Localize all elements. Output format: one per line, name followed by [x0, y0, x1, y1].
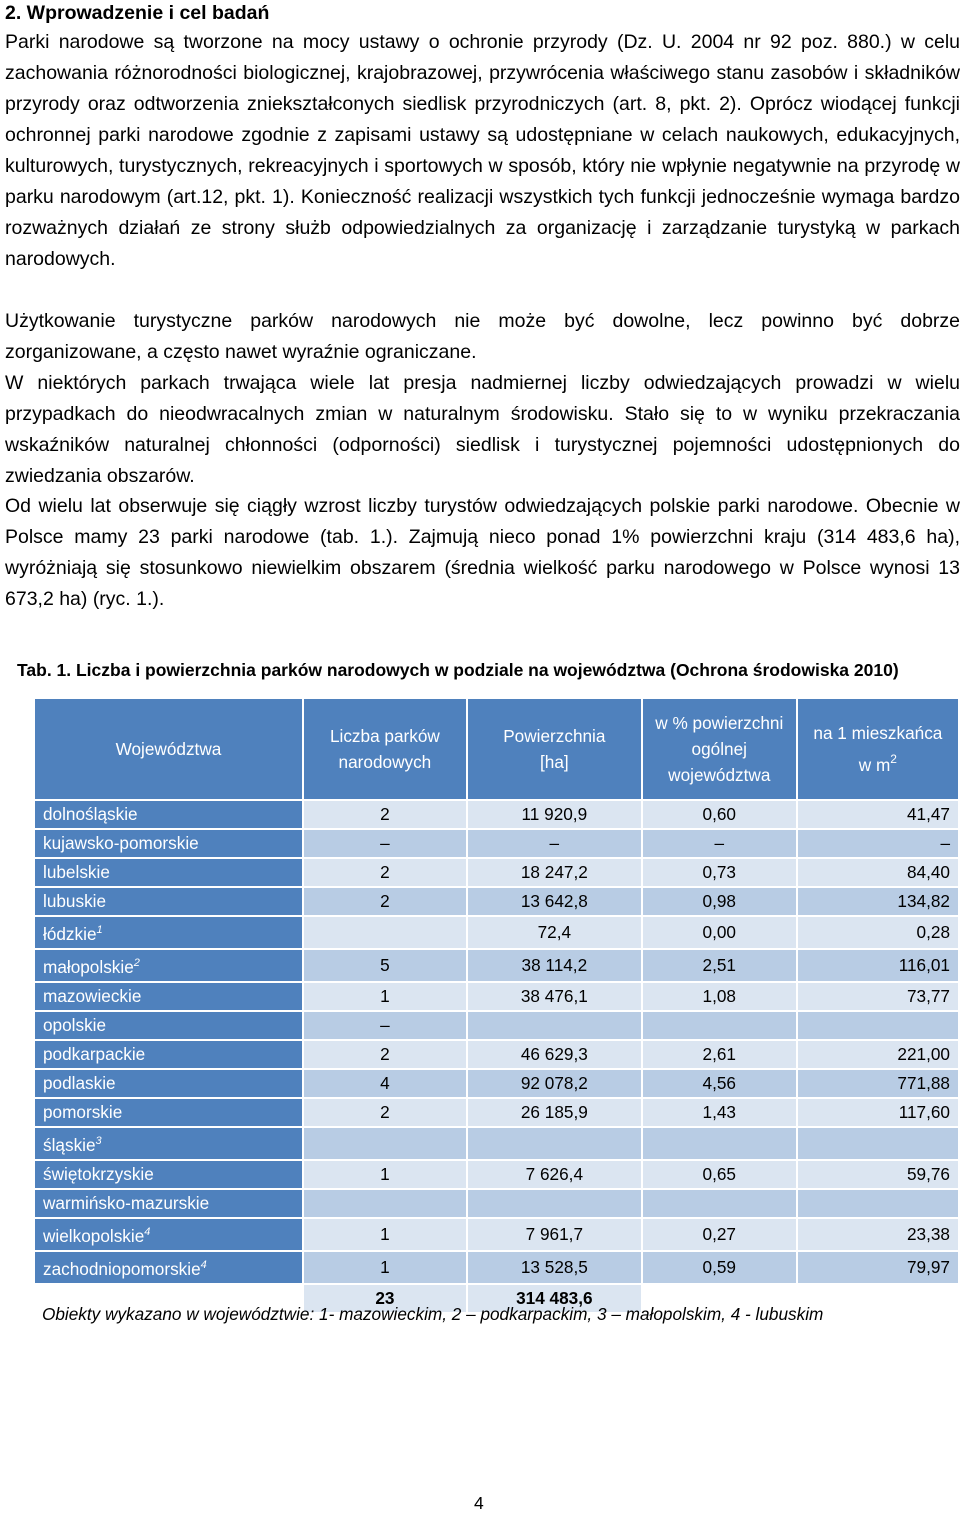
voivodeship-name	[35, 888, 302, 915]
footnote-marker: 3	[95, 1135, 102, 1147]
park-count-cell: –	[304, 1012, 466, 1039]
voivodeship-label: łódzkie	[43, 924, 97, 944]
percent-cell: 0,00	[643, 917, 796, 948]
voivodeship-label: opolskie	[43, 1015, 107, 1035]
voivodeship-label: lubelskie	[43, 862, 110, 882]
percent-cell: 0,27	[643, 1219, 796, 1250]
header-per-capita	[798, 699, 958, 799]
per-capita-cell: 73,77	[798, 983, 958, 1010]
voivodeship-name	[35, 801, 302, 828]
table-row	[35, 1219, 958, 1250]
percent-cell	[643, 1128, 796, 1159]
area-cell: 13 642,8	[468, 888, 641, 915]
area-cell: 7 626,4	[468, 1161, 641, 1188]
percent-cell	[643, 1190, 796, 1217]
per-capita-cell: 117,60	[798, 1099, 958, 1126]
voivodeship-label: dolnośląskie	[43, 804, 138, 824]
voivodeship-name	[35, 1252, 302, 1283]
area-cell: 46 629,3	[468, 1041, 641, 1068]
voivodeship-label: świętokrzyskie	[43, 1164, 154, 1184]
table-row	[35, 1012, 958, 1039]
park-count-cell: 2	[304, 859, 466, 886]
area-cell: 38 114,2	[468, 950, 641, 981]
area-cell: 72,4	[468, 917, 641, 948]
percent-cell: 0,98	[643, 888, 796, 915]
voivodeship-name	[35, 1219, 302, 1250]
paragraph-1: Parki narodowe są tworzone na mocy ustawy o ochronie przyrody (Dz. U. 2004 nr 92 poz. 880.) w celu zachowania różnorodności biologicznej, krajobrazowej, przywrócenia właściwego stanu zasobów i składników przyrody oraz odtworzenia zniekształconych siedlisk przyrodniczych (art. 8, pkt. 2). Oprócz wiodącej funkcji ochronnej parki narodowe zgodnie z zapisami ustawy są udostępniane w celach naukowych, edukacyjnych, kulturowych, turystycznych, rekreacyjnych i sportowych w sposób, który nie wpłynie negatywnie na przyrodę w parku narodowym (art.12, pkt. 1). Konieczność realizacji wszystkich tych funkcji jednocześnie wymaga bardzo rozważnych działań ze strony służb odpowiedzialnych za organizację i zarządzanie turystyką w parkach narodowych.	[5, 31, 960, 270]
area-cell: 7 961,7	[468, 1219, 641, 1250]
per-capita-cell: 23,38	[798, 1219, 958, 1250]
header-percent: w % powierzchni ogólnej województwa	[643, 699, 796, 799]
percent-cell: 0,60	[643, 801, 796, 828]
voivodeship-name	[35, 950, 302, 981]
voivodeship-label: warmińsko-mazurskie	[43, 1193, 210, 1213]
park-count-cell	[304, 917, 466, 948]
per-capita-cell	[798, 1128, 958, 1159]
per-capita-cell: 0,28	[798, 917, 958, 948]
park-count-cell: 2	[304, 888, 466, 915]
per-capita-cell	[798, 1012, 958, 1039]
table-row	[35, 1190, 958, 1217]
voivodeship-name	[35, 1070, 302, 1097]
voivodeship-label: pomorskie	[43, 1102, 123, 1122]
table-row	[35, 830, 958, 857]
per-capita-cell: 79,97	[798, 1252, 958, 1283]
percent-cell: 2,51	[643, 950, 796, 981]
voivodeship-name	[35, 1041, 302, 1068]
table-row	[35, 888, 958, 915]
table-row	[35, 801, 958, 828]
voivodeship-name	[35, 1099, 302, 1126]
area-cell: –	[468, 830, 641, 857]
percent-cell: 1,43	[643, 1099, 796, 1126]
per-capita-cell: 116,01	[798, 950, 958, 981]
table-caption: Tab. 1. Liczba i powierzchnia parków narodowych w podziale na województwa (Ochrona środowiska 2010)	[17, 660, 899, 680]
paragraph-3: W niektórych parkach trwająca wiele lat presja nadmiernej liczby odwiedzających prowadzi w wielu przypadkach do nieodwracalnych zmian w naturalnym środowisku. Stało się to w wyniku przekraczania wskaźników naturalnej chłonności (odporności) siedlisk i turystycznej pojemności udostępnionych do zwiedzania obszarów.	[5, 372, 960, 487]
voivodeship-label: podkarpackie	[43, 1044, 146, 1064]
footnote-marker: 2	[133, 957, 140, 969]
park-count-cell: 1	[304, 1219, 466, 1250]
voivodeship-label: małopolskie	[43, 957, 134, 977]
total-count-cell: 23	[304, 1285, 466, 1312]
section-heading: 2. Wprowadzenie i cel badań	[5, 2, 270, 24]
voivodeship-name	[35, 1190, 302, 1217]
park-count-cell: –	[304, 830, 466, 857]
parks-table	[33, 697, 960, 1314]
per-capita-cell	[798, 1190, 958, 1217]
percent-cell: 0,65	[643, 1161, 796, 1188]
table-row	[35, 950, 958, 981]
table-body	[35, 801, 958, 1312]
header-voivodeship: Województwa	[35, 699, 302, 799]
percent-cell	[643, 1012, 796, 1039]
area-cell: 13 528,5	[468, 1252, 641, 1283]
area-cell	[468, 1128, 641, 1159]
voivodeship-name	[35, 1128, 302, 1159]
table-row	[35, 1041, 958, 1068]
table-footnote: Obiekty wykazano w województwie: 1- mazowieckim, 2 – podkarpackim, 3 – małopolskim, 4 - lubuskim	[42, 1304, 824, 1324]
area-cell	[468, 1012, 641, 1039]
per-capita-cell: –	[798, 830, 958, 857]
percent-cell: 0,59	[643, 1252, 796, 1283]
area-cell: 26 185,9	[468, 1099, 641, 1126]
per-capita-cell: 41,47	[798, 801, 958, 828]
park-count-cell: 1	[304, 983, 466, 1010]
table-row	[35, 1128, 958, 1159]
paragraph-4: Od wielu lat obserwuje się ciągły wzrost liczby turystów odwiedzających polskie parki narodowe. Obecnie w Polsce mamy 23 parki narodowe (tab. 1.). Zajmują nieco ponad 1% powierzchni kraju (314 483,6 ha), wyróżniają się stosunkowo niewielkim obszarem (średnia wielkość parku narodowego w Polsce wynosi 13 673,2 ha) (ryc. 1.).	[5, 495, 960, 610]
park-count-cell: 4	[304, 1070, 466, 1097]
area-cell: 38 476,1	[468, 983, 641, 1010]
area-cell	[468, 1190, 641, 1217]
paragraph-2: Użytkowanie turystyczne parków narodowych nie może być dowolne, lecz powinno być dobrze zorganizowane, a często nawet wyraźnie ograniczane.	[5, 310, 960, 363]
voivodeship-name	[35, 1161, 302, 1188]
voivodeship-name	[35, 1012, 302, 1039]
voivodeship-label: podlaskie	[43, 1073, 116, 1093]
percent-cell: –	[643, 830, 796, 857]
per-capita-cell: 59,76	[798, 1161, 958, 1188]
area-cell: 92 078,2	[468, 1070, 641, 1097]
table-row	[35, 1099, 958, 1126]
voivodeship-name	[35, 917, 302, 948]
park-count-cell: 2	[304, 1041, 466, 1068]
percent-cell: 4,56	[643, 1070, 796, 1097]
header-per-capita-label: na 1 mieszkańca w m	[813, 723, 943, 775]
park-count-cell: 2	[304, 1099, 466, 1126]
per-capita-cell: 221,00	[798, 1041, 958, 1068]
park-count-cell: 1	[304, 1161, 466, 1188]
voivodeship-label: kujawsko-pomorskie	[43, 833, 199, 853]
voivodeship-name	[35, 859, 302, 886]
footnote-marker: 4	[200, 1259, 207, 1271]
footnote-marker: 1	[96, 924, 103, 936]
footnote-marker: 4	[144, 1226, 151, 1238]
per-capita-cell: 771,88	[798, 1070, 958, 1097]
table-row	[35, 859, 958, 886]
park-count-cell	[304, 1128, 466, 1159]
area-cell: 18 247,2	[468, 859, 641, 886]
voivodeship-label: lubuskie	[43, 891, 107, 911]
voivodeship-label: wielkopolskie	[43, 1226, 145, 1246]
page-number: 4	[474, 1493, 484, 1513]
voivodeship-name	[35, 983, 302, 1010]
park-count-cell: 2	[304, 801, 466, 828]
table-header-row	[35, 699, 958, 799]
table-row	[35, 917, 958, 948]
header-per-capita-sup: 2	[890, 752, 897, 766]
per-capita-cell: 84,40	[798, 859, 958, 886]
header-count: Liczba parków narodowych	[304, 699, 466, 799]
park-count-cell	[304, 1190, 466, 1217]
voivodeship-label: zachodniopomorskie	[43, 1259, 201, 1279]
table-row	[35, 983, 958, 1010]
percent-cell: 2,61	[643, 1041, 796, 1068]
park-count-cell: 5	[304, 950, 466, 981]
per-capita-cell: 134,82	[798, 888, 958, 915]
header-area: Powierzchnia [ha]	[468, 699, 641, 799]
percent-cell: 0,73	[643, 859, 796, 886]
table-row	[35, 1161, 958, 1188]
table-row	[35, 1252, 958, 1283]
area-cell: 11 920,9	[468, 801, 641, 828]
voivodeship-name	[35, 830, 302, 857]
percent-cell: 1,08	[643, 983, 796, 1010]
table-row	[35, 1070, 958, 1097]
voivodeship-label: mazowieckie	[43, 986, 142, 1006]
voivodeship-label: śląskie	[43, 1135, 96, 1155]
park-count-cell: 1	[304, 1252, 466, 1283]
total-area-cell: 314 483,6	[468, 1285, 641, 1312]
